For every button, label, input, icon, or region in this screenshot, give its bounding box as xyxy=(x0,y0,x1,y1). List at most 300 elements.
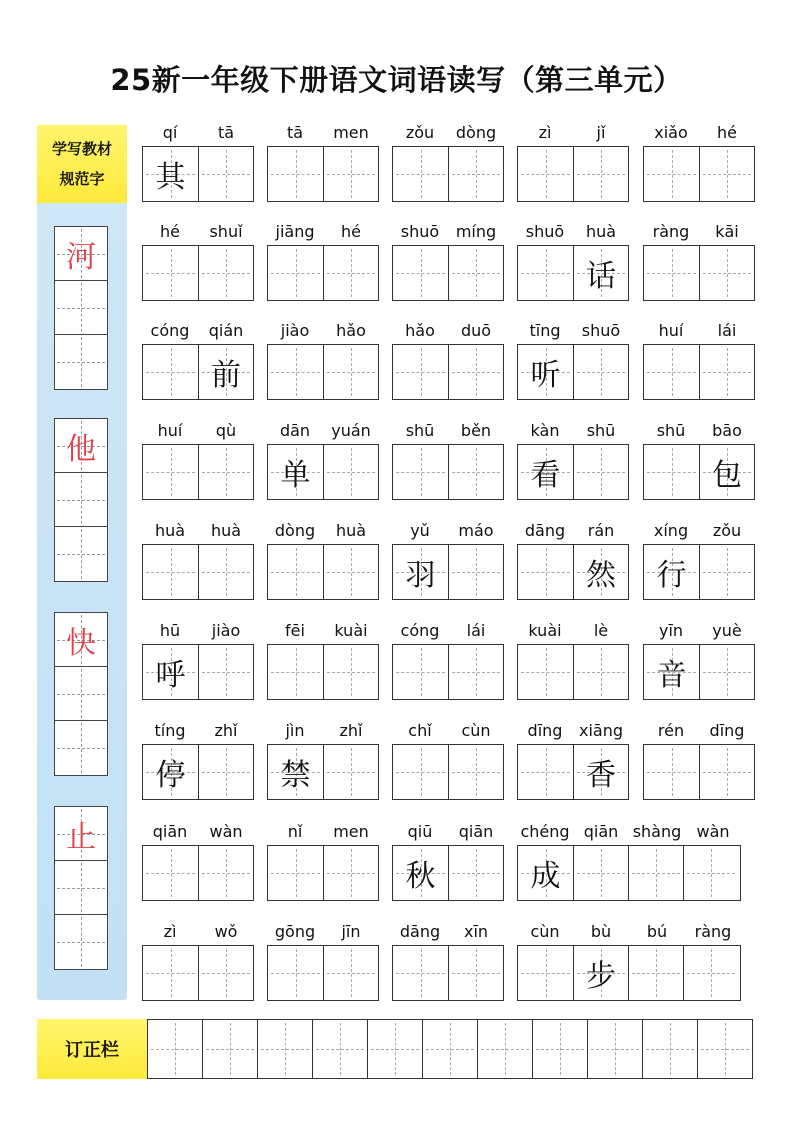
writing-cell[interactable] xyxy=(393,147,448,201)
pinyin-syllable: shū xyxy=(656,421,686,440)
hint-character: 停 xyxy=(155,758,186,793)
pinyin-syllable: cóng xyxy=(400,621,440,640)
pinyin-syllable: nǐ xyxy=(287,822,303,841)
writing-cell[interactable] xyxy=(518,846,573,900)
pinyin-syllable: běn xyxy=(460,421,492,440)
pinyin-syllable: qiū xyxy=(407,822,433,841)
model-character: 止 xyxy=(66,819,96,855)
writing-box-row xyxy=(392,344,504,400)
pinyin-syllable: gōng xyxy=(274,922,316,941)
pinyin-syllable: xiǎo xyxy=(654,123,688,142)
pinyin-row xyxy=(142,420,254,442)
writing-cell[interactable] xyxy=(393,445,448,499)
pinyin-row xyxy=(517,821,741,843)
writing-box-row xyxy=(267,444,379,500)
writing-box-row xyxy=(392,444,504,500)
pinyin-row xyxy=(267,221,379,243)
pinyin-syllable: hé xyxy=(160,222,180,241)
writing-box-row xyxy=(517,544,629,600)
pinyin-syllable: yīn xyxy=(658,621,684,640)
practice-cell[interactable] xyxy=(55,721,107,775)
writing-cell[interactable] xyxy=(143,545,198,599)
pinyin-syllable: tā xyxy=(286,123,304,142)
writing-cell[interactable] xyxy=(323,545,378,599)
pinyin-row xyxy=(392,122,504,144)
writing-cell[interactable] xyxy=(448,147,503,201)
word-item xyxy=(267,420,379,500)
writing-box-row xyxy=(267,146,379,202)
pinyin-syllable: cùn xyxy=(461,721,491,740)
writing-cell[interactable] xyxy=(518,345,573,399)
pinyin-syllable: huí xyxy=(658,321,684,340)
writing-cell[interactable] xyxy=(699,545,754,599)
writing-box-row xyxy=(643,744,755,800)
correction-cell[interactable] xyxy=(367,1020,422,1078)
writing-cell[interactable] xyxy=(268,745,323,799)
practice-cell[interactable] xyxy=(55,527,107,581)
writing-cell[interactable] xyxy=(699,645,754,699)
pinyin-syllable: qiān xyxy=(458,822,494,841)
writing-cell[interactable] xyxy=(143,445,198,499)
pinyin-syllable: lè xyxy=(593,621,609,640)
writing-cell[interactable] xyxy=(573,147,628,201)
practice-column-3 xyxy=(54,612,108,776)
word-item xyxy=(517,921,741,1001)
writing-cell[interactable] xyxy=(393,946,448,1000)
writing-cell[interactable] xyxy=(644,545,699,599)
pinyin-syllable: fēi xyxy=(285,621,305,640)
pinyin-syllable: máo xyxy=(458,521,494,540)
writing-cell[interactable] xyxy=(573,545,628,599)
writing-cell[interactable] xyxy=(699,445,754,499)
writing-box-row xyxy=(142,845,254,901)
pinyin-syllable: xíng xyxy=(653,521,689,540)
word-item xyxy=(267,520,379,600)
word-item xyxy=(643,720,755,800)
practice-cell[interactable] xyxy=(55,667,107,721)
pinyin-row xyxy=(517,122,629,144)
pinyin-syllable: chǐ xyxy=(408,721,432,740)
pinyin-syllable: hū xyxy=(159,621,181,640)
writing-cell[interactable] xyxy=(143,246,198,300)
writing-box-row xyxy=(517,344,629,400)
hint-character: 音 xyxy=(656,658,687,693)
writing-box-row xyxy=(392,146,504,202)
pinyin-syllable: bāo xyxy=(712,421,742,440)
writing-cell[interactable] xyxy=(683,846,738,900)
correction-cell[interactable] xyxy=(532,1020,587,1078)
writing-cell[interactable] xyxy=(644,445,699,499)
practice-cell[interactable] xyxy=(55,419,107,473)
pinyin-syllable: jǐ xyxy=(596,123,606,142)
writing-cell[interactable] xyxy=(323,846,378,900)
writing-cell[interactable] xyxy=(323,745,378,799)
writing-cell[interactable] xyxy=(393,645,448,699)
writing-cell[interactable] xyxy=(323,147,378,201)
writing-box-row xyxy=(643,245,755,301)
pinyin-syllable: shū xyxy=(586,421,616,440)
hint-character: 其 xyxy=(155,160,186,195)
writing-box-row xyxy=(643,444,755,500)
writing-cell[interactable] xyxy=(518,545,573,599)
practice-cell[interactable] xyxy=(55,281,107,335)
writing-cell[interactable] xyxy=(198,745,253,799)
pinyin-syllable: shuǐ xyxy=(209,222,243,241)
pinyin-syllable: men xyxy=(333,822,369,841)
correction-cell[interactable] xyxy=(697,1020,752,1078)
writing-cell[interactable] xyxy=(518,645,573,699)
pinyin-syllable: kàn xyxy=(530,421,560,440)
pinyin-row xyxy=(267,620,379,642)
pinyin-syllable: jìn xyxy=(285,721,305,740)
writing-cell[interactable] xyxy=(323,445,378,499)
correction-cell[interactable] xyxy=(202,1020,257,1078)
writing-cell[interactable] xyxy=(393,246,448,300)
word-item xyxy=(517,520,629,600)
writing-cell[interactable] xyxy=(268,545,323,599)
writing-cell[interactable] xyxy=(323,946,378,1000)
writing-box-row xyxy=(142,444,254,500)
hint-character: 成 xyxy=(530,859,561,894)
correction-cell[interactable] xyxy=(587,1020,642,1078)
practice-cell[interactable] xyxy=(55,915,107,969)
pinyin-syllable: wàn xyxy=(209,822,243,841)
pinyin-row xyxy=(392,520,504,542)
writing-cell[interactable] xyxy=(143,147,198,201)
writing-cell[interactable] xyxy=(198,345,253,399)
writing-cell[interactable] xyxy=(268,246,323,300)
correction-cell[interactable] xyxy=(148,1020,202,1078)
pinyin-syllable: qù xyxy=(215,421,237,440)
pinyin-row xyxy=(142,720,254,742)
writing-cell[interactable] xyxy=(268,846,323,900)
pinyin-syllable: dīng xyxy=(527,721,563,740)
writing-cell[interactable] xyxy=(198,147,253,201)
pinyin-syllable: bú xyxy=(646,922,668,941)
writing-cell[interactable] xyxy=(448,946,503,1000)
hint-character: 秋 xyxy=(405,859,436,894)
pinyin-syllable: qiān xyxy=(152,822,188,841)
writing-cell[interactable] xyxy=(448,545,503,599)
pinyin-syllable: zǒu xyxy=(405,123,435,142)
practice-column-2 xyxy=(54,418,108,582)
pinyin-syllable: yuè xyxy=(712,621,742,640)
pinyin-syllable: huí xyxy=(157,421,183,440)
pinyin-row xyxy=(142,821,254,843)
writing-cell[interactable] xyxy=(393,846,448,900)
correction-label: 订正栏 xyxy=(37,1019,147,1079)
writing-box-row xyxy=(643,544,755,600)
writing-cell[interactable] xyxy=(699,345,754,399)
writing-cell[interactable] xyxy=(393,545,448,599)
writing-cell[interactable] xyxy=(393,745,448,799)
writing-box-row xyxy=(267,245,379,301)
writing-cell[interactable] xyxy=(518,745,573,799)
writing-box-row xyxy=(517,146,629,202)
pinyin-row xyxy=(142,221,254,243)
writing-cell[interactable] xyxy=(198,645,253,699)
practice-cell[interactable] xyxy=(55,613,107,667)
writing-cell[interactable] xyxy=(268,946,323,1000)
writing-box-row xyxy=(267,544,379,600)
practice-column-4 xyxy=(54,806,108,970)
pinyin-syllable: huà xyxy=(154,521,186,540)
hint-character: 羽 xyxy=(405,558,436,593)
writing-cell[interactable] xyxy=(518,147,573,201)
writing-box-row xyxy=(643,146,755,202)
pinyin-syllable: wǒ xyxy=(214,922,238,941)
writing-cell[interactable] xyxy=(573,445,628,499)
word-item xyxy=(267,122,379,202)
writing-box-row xyxy=(643,644,755,700)
word-item xyxy=(267,921,379,1001)
writing-cell[interactable] xyxy=(573,645,628,699)
writing-box-row xyxy=(392,245,504,301)
hint-character: 香 xyxy=(586,758,616,793)
hint-character: 话 xyxy=(586,259,616,294)
writing-box-row xyxy=(517,744,629,800)
writing-cell[interactable] xyxy=(268,345,323,399)
writing-cell[interactable] xyxy=(198,846,253,900)
hint-character: 听 xyxy=(530,358,561,393)
word-item xyxy=(643,122,755,202)
hint-character: 步 xyxy=(586,959,616,994)
writing-box-row xyxy=(267,344,379,400)
pinyin-syllable: zhǐ xyxy=(214,721,238,740)
writing-cell[interactable] xyxy=(268,645,323,699)
pinyin-syllable: shuō xyxy=(400,222,440,241)
pinyin-syllable: huà xyxy=(210,521,242,540)
word-item xyxy=(392,720,504,800)
pinyin-row xyxy=(267,720,379,742)
hint-character: 单 xyxy=(280,458,311,493)
writing-box-row xyxy=(517,444,629,500)
writing-cell[interactable] xyxy=(198,246,253,300)
practice-cell[interactable] xyxy=(55,227,107,281)
pinyin-row xyxy=(267,520,379,542)
pinyin-row xyxy=(392,921,504,943)
word-item xyxy=(142,122,254,202)
word-item xyxy=(142,221,254,301)
correction-cell[interactable] xyxy=(422,1020,477,1078)
hint-character: 呼 xyxy=(155,658,186,693)
writing-cell[interactable] xyxy=(518,445,573,499)
correction-cell[interactable] xyxy=(642,1020,697,1078)
writing-box-row xyxy=(392,945,504,1001)
pinyin-syllable: cóng xyxy=(150,321,190,340)
writing-box-row xyxy=(517,644,629,700)
word-item xyxy=(643,520,755,600)
pinyin-row xyxy=(267,821,379,843)
writing-cell[interactable] xyxy=(683,946,738,1000)
word-item xyxy=(392,122,504,202)
writing-cell[interactable] xyxy=(699,246,754,300)
pinyin-row xyxy=(643,122,755,144)
writing-box-row xyxy=(392,845,504,901)
pinyin-syllable: qí xyxy=(162,123,178,142)
pinyin-syllable: hé xyxy=(341,222,361,241)
writing-cell[interactable] xyxy=(448,745,503,799)
writing-cell[interactable] xyxy=(393,345,448,399)
word-item xyxy=(267,620,379,700)
writing-cell[interactable] xyxy=(699,745,754,799)
writing-cell[interactable] xyxy=(644,246,699,300)
word-item xyxy=(142,320,254,400)
pinyin-syllable: duō xyxy=(460,321,492,340)
pinyin-row xyxy=(517,620,629,642)
writing-cell[interactable] xyxy=(644,147,699,201)
writing-cell[interactable] xyxy=(573,946,628,1000)
word-item xyxy=(517,320,629,400)
word-item xyxy=(643,620,755,700)
word-item xyxy=(643,320,755,400)
hint-character: 包 xyxy=(712,458,742,493)
pinyin-syllable: hé xyxy=(717,123,737,142)
writing-cell[interactable] xyxy=(448,345,503,399)
word-item xyxy=(267,320,379,400)
practice-cell[interactable] xyxy=(55,335,107,389)
writing-cell[interactable] xyxy=(143,946,198,1000)
pinyin-syllable: jiào xyxy=(211,621,241,640)
hint-character: 禁 xyxy=(280,758,311,793)
hint-character: 前 xyxy=(211,358,241,393)
practice-cell[interactable] xyxy=(55,473,107,527)
pinyin-row xyxy=(517,720,629,742)
writing-cell[interactable] xyxy=(448,645,503,699)
writing-cell[interactable] xyxy=(448,445,503,499)
pinyin-syllable: cùn xyxy=(530,922,560,941)
writing-cell[interactable] xyxy=(448,846,503,900)
pinyin-syllable: shū xyxy=(405,421,435,440)
writing-cell[interactable] xyxy=(573,345,628,399)
word-item xyxy=(392,221,504,301)
pinyin-row xyxy=(267,921,379,943)
hint-character: 然 xyxy=(586,558,616,593)
writing-cell[interactable] xyxy=(143,345,198,399)
pinyin-row xyxy=(517,520,629,542)
pinyin-syllable: tīng xyxy=(529,321,561,340)
pinyin-row xyxy=(392,221,504,243)
pinyin-row xyxy=(643,620,755,642)
word-item xyxy=(392,620,504,700)
pinyin-row xyxy=(142,520,254,542)
pinyin-row xyxy=(267,122,379,144)
pinyin-row xyxy=(392,420,504,442)
writing-cell[interactable] xyxy=(699,147,754,201)
pinyin-syllable: zì xyxy=(163,922,177,941)
pinyin-syllable: dòng xyxy=(274,521,316,540)
writing-cell[interactable] xyxy=(323,345,378,399)
pinyin-syllable: lái xyxy=(717,321,737,340)
correction-row xyxy=(147,1019,753,1079)
pinyin-row xyxy=(142,320,254,342)
pinyin-syllable: dīng xyxy=(709,721,745,740)
writing-cell[interactable] xyxy=(268,147,323,201)
pinyin-row xyxy=(643,320,755,342)
writing-cell[interactable] xyxy=(644,645,699,699)
pinyin-row xyxy=(517,320,629,342)
pinyin-syllable: chéng xyxy=(520,822,570,841)
pinyin-syllable: ràng xyxy=(652,222,690,241)
word-item xyxy=(142,720,254,800)
writing-cell[interactable] xyxy=(198,946,253,1000)
writing-cell[interactable] xyxy=(143,645,198,699)
pinyin-row xyxy=(142,620,254,642)
practice-cell[interactable] xyxy=(55,807,107,861)
word-item xyxy=(517,122,629,202)
pinyin-syllable: kuài xyxy=(528,621,562,640)
writing-cell[interactable] xyxy=(268,445,323,499)
pinyin-syllable: yǔ xyxy=(410,521,430,540)
writing-cell[interactable] xyxy=(518,246,573,300)
writing-cell[interactable] xyxy=(143,846,198,900)
writing-cell[interactable] xyxy=(573,846,628,900)
pinyin-syllable: zǒu xyxy=(712,521,742,540)
pinyin-row xyxy=(392,620,504,642)
pinyin-row xyxy=(517,221,629,243)
writing-box-row xyxy=(267,945,379,1001)
writing-cell[interactable] xyxy=(573,246,628,300)
pinyin-row xyxy=(643,520,755,542)
word-item xyxy=(267,821,379,901)
writing-cell[interactable] xyxy=(518,946,573,1000)
model-character: 河 xyxy=(66,239,96,275)
word-item xyxy=(517,821,741,901)
writing-cell[interactable] xyxy=(644,345,699,399)
writing-cell[interactable] xyxy=(573,745,628,799)
pinyin-syllable: hǎo xyxy=(336,321,366,340)
writing-cell[interactable] xyxy=(323,246,378,300)
writing-box-row xyxy=(142,945,254,1001)
pinyin-syllable: zì xyxy=(538,123,552,142)
word-item xyxy=(142,620,254,700)
correction-cell[interactable] xyxy=(312,1020,367,1078)
pinyin-syllable: ràng xyxy=(694,922,732,941)
writing-box-row xyxy=(517,245,629,301)
writing-cell[interactable] xyxy=(143,745,198,799)
writing-cell[interactable] xyxy=(628,846,683,900)
writing-box-row xyxy=(517,945,741,1001)
correction-cell[interactable] xyxy=(257,1020,312,1078)
writing-cell[interactable] xyxy=(198,545,253,599)
word-item xyxy=(392,821,504,901)
pinyin-syllable: dòng xyxy=(455,123,497,142)
pinyin-row xyxy=(392,821,504,843)
writing-box-row xyxy=(142,146,254,202)
correction-cell[interactable] xyxy=(477,1020,532,1078)
writing-cell[interactable] xyxy=(323,645,378,699)
word-item xyxy=(517,420,629,500)
pinyin-syllable: men xyxy=(333,123,369,142)
writing-cell[interactable] xyxy=(628,946,683,1000)
writing-cell[interactable] xyxy=(198,445,253,499)
pinyin-syllable: shuō xyxy=(525,222,565,241)
pinyin-syllable: kāi xyxy=(715,222,739,241)
pinyin-row xyxy=(643,420,755,442)
writing-cell[interactable] xyxy=(644,745,699,799)
writing-box-row xyxy=(142,544,254,600)
word-item xyxy=(142,520,254,600)
writing-box-row xyxy=(392,544,504,600)
practice-cell[interactable] xyxy=(55,861,107,915)
pinyin-syllable: lái xyxy=(466,621,486,640)
writing-cell[interactable] xyxy=(448,246,503,300)
pinyin-syllable: qiān xyxy=(583,822,619,841)
pinyin-syllable: dān xyxy=(279,421,311,440)
word-item xyxy=(392,520,504,600)
writing-box-row xyxy=(517,845,741,901)
pinyin-syllable: tíng xyxy=(154,721,186,740)
